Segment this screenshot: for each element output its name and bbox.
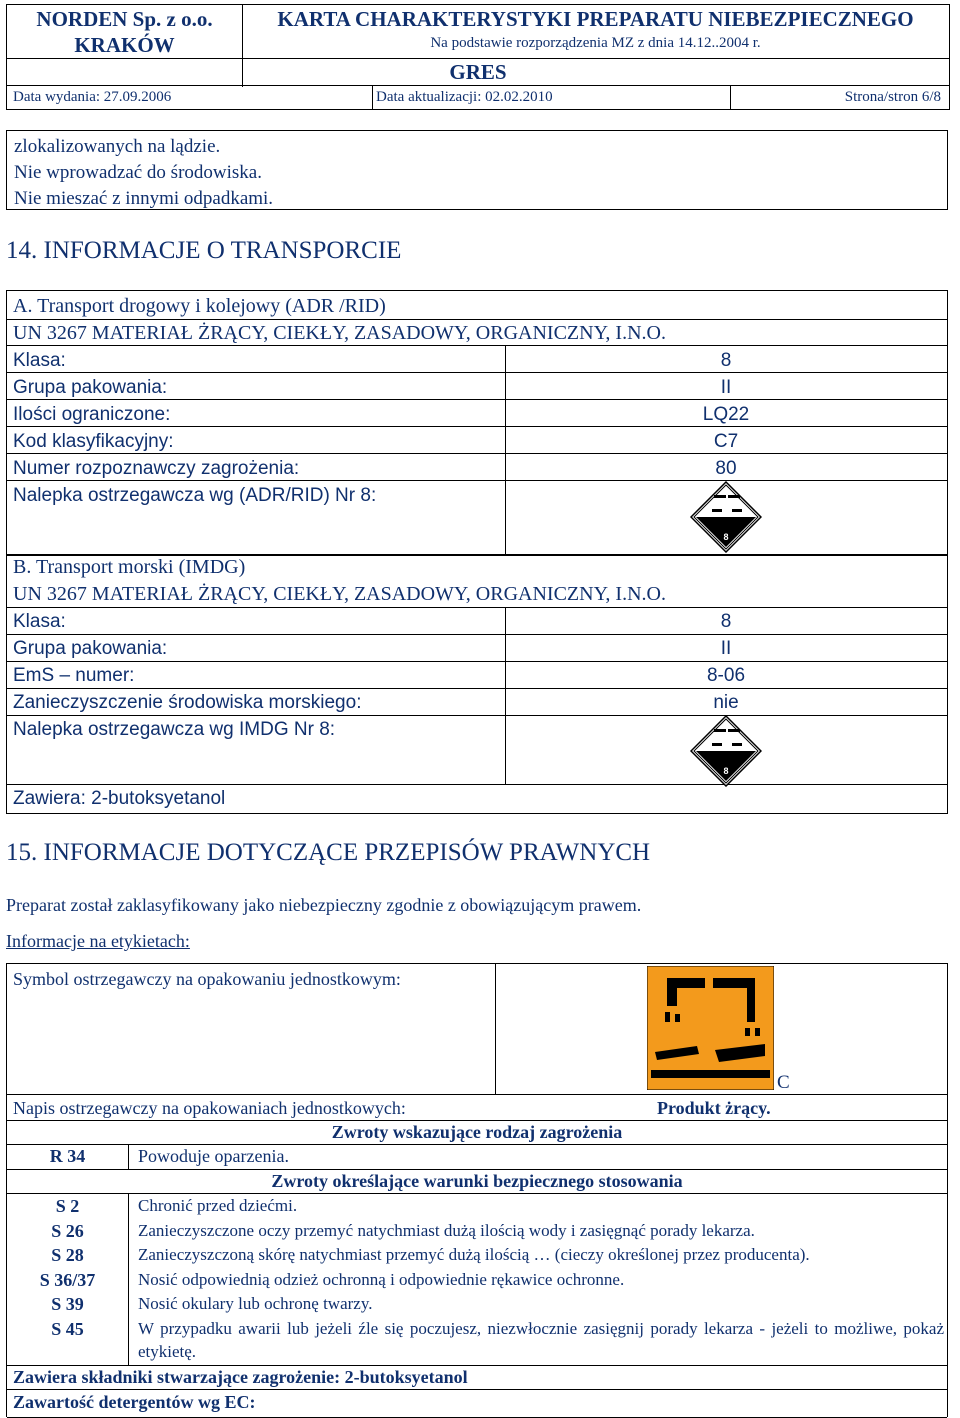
road-hazard-number-value: 80 (715, 458, 737, 479)
label-info-table (6, 963, 948, 1417)
s-phrases-heading: Zwroty określające warunki bezpiecznego stosowania (271, 1171, 683, 1191)
sea-marine-pollutant-label: Zanieczyszczenie środowiska morskiego: (13, 692, 362, 713)
road-limited-quantities-label: Ilości ograniczone: (13, 404, 171, 425)
sea-transport-table (6, 554, 948, 814)
s-phrase-text: Nosić okulary lub ochronę twarzy. (138, 1294, 373, 1313)
disposal-line: Nie mieszać z innymi odpadkami. (14, 188, 274, 209)
s-phrase-text: Nosić odpowiednią odzież ochronną i odpowiednie rękawice ochronne. (138, 1269, 625, 1289)
inscription-value: Produkt żrący. (657, 1098, 771, 1118)
s-phrase-code: S 26 (51, 1220, 84, 1241)
section-14-heading: 14. INFORMACJE O TRANSPORCIE (6, 237, 402, 264)
sea-ems-value: 8-06 (706, 665, 746, 686)
sea-class-value: 8 (720, 611, 732, 632)
road-class-value: 8 (720, 350, 732, 371)
road-hazard-number-label: Numer rozpoznawczy zagrożenia: (13, 458, 300, 479)
sea-packing-group-value: II (720, 638, 732, 659)
road-warning-label-label: Nalepka ostrzegawcza wg (ADR/RID) Nr 8: (13, 485, 377, 506)
page-number: Strona/stron 6/8 (844, 89, 941, 105)
symbol-label: Symbol ostrzegawczy na opakowaniu jednostkowym: (13, 969, 401, 989)
r-phrases-heading: Zwroty wskazujące rodzaj zagrożenia (331, 1122, 623, 1142)
company-name: NORDEN Sp. z o.o. (36, 7, 213, 31)
section-15-heading: 15. INFORMACJE DOTYCZĄCE PRZEPISÓW PRAWNYCH (6, 839, 651, 866)
s-phrase-text: Chronić przed dziećmi. (138, 1196, 298, 1215)
s-phrase-code: S 2 (55, 1196, 80, 1216)
r-phrase-code: R 34 (49, 1146, 86, 1166)
corrosive-symbol-icon (647, 966, 774, 1090)
sea-contains: Zawiera: 2-butoksyetanol (13, 788, 226, 809)
road-transport-title: A. Transport drogowy i kolejowy (ADR /RID) (13, 295, 386, 317)
hazard-components: Zawiera składniki stwarzające zagrożenie: 2-butoksyetanol (13, 1367, 468, 1387)
s-phrase-code: S 36/37 (39, 1269, 96, 1290)
update-date: Data aktualizacji: 02.02.2010 (376, 89, 553, 105)
corrosive-diamond-icon (690, 481, 762, 553)
inscription-label: Napis ostrzegawczy na opakowaniach jednostkowych: (13, 1098, 406, 1118)
road-packing-group-value: II (720, 377, 732, 398)
s-phrase-code: S 28 (51, 1245, 84, 1265)
labels-heading: Informacje na etykietach: (6, 931, 190, 951)
road-packing-group-label: Grupa pakowania: (13, 377, 168, 398)
s-phrase-text: W przypadku awarii lub jeżeli źle się poczujesz, niezwłocznie zasięgnij porady lekarza - jeżeli to możliwe, pokaż etykietę. (138, 1318, 944, 1361)
document-title: KARTA CHARAKTERYSTYKI PREPARATU NIEBEZPIECZNEGO (277, 7, 914, 31)
regulation-reference: Na podstawie rozporządzenia MZ z dnia 14.12..2004 r. (430, 35, 761, 51)
document-header (6, 4, 950, 110)
s-phrase-code: S 45 (51, 1318, 84, 1339)
symbol-letter: C (777, 1072, 790, 1093)
s-phrase-text: Zanieczyszczone oczy przemyć natychmiast dużą ilością wody i zasięgnąć porady lekarza. (138, 1220, 755, 1240)
sea-transport-title: B. Transport morski (IMDG) (13, 556, 246, 578)
company-city: KRAKÓW (74, 33, 175, 57)
road-diamond-number: 8 (723, 532, 729, 542)
sea-class-label: Klasa: (13, 611, 66, 632)
road-un-number: UN 3267 MATERIAŁ ŻRĄCY, CIEKŁY, ZASADOWY, ORGANICZNY, I.N.O. (13, 322, 666, 344)
road-class-label: Klasa: (13, 350, 66, 371)
s-phrase-text: Zanieczyszczoną skórę natychmiast przemyć dużą ilością … (cieczy określonej przez producenta). (138, 1245, 810, 1264)
s-phrase-code: S 39 (51, 1294, 84, 1314)
sea-marine-pollutant-value: nie (713, 692, 739, 713)
sea-diamond-number: 8 (723, 766, 729, 776)
disposal-line: Nie wprowadzać do środowiska. (14, 162, 262, 183)
road-limited-quantities-value: LQ22 (702, 404, 750, 425)
road-classification-code-value: C7 (713, 431, 739, 452)
r-phrase-text: Powoduje oparzenia. (138, 1146, 289, 1166)
sea-ems-label: EmS – numer: (13, 665, 135, 686)
disposal-line: zlokalizowanych na lądzie. (14, 136, 221, 157)
sea-warning-label-label: Nalepka ostrzegawcza wg IMDG Nr 8: (13, 719, 336, 740)
product-name: GRES (449, 60, 507, 84)
sea-un-number: UN 3267 MATERIAŁ ŻRĄCY, CIEKŁY, ZASADOWY, ORGANICZNY, I.N.O. (13, 583, 666, 605)
disposal-box (6, 130, 948, 210)
issue-date: Data wydania: 27.09.2006 (13, 89, 172, 105)
corrosive-diamond-icon (690, 715, 762, 787)
sea-packing-group-label: Grupa pakowania: (13, 638, 168, 659)
classification-statement: Preparat został zaklasyfikowany jako niebezpieczny zgodnie z obowiązującym prawem. (6, 895, 642, 915)
road-classification-code-label: Kod klasyfikacyjny: (13, 431, 174, 452)
detergents-content: Zawartość detergentów wg EC: (13, 1392, 256, 1412)
road-transport-table (6, 290, 948, 556)
